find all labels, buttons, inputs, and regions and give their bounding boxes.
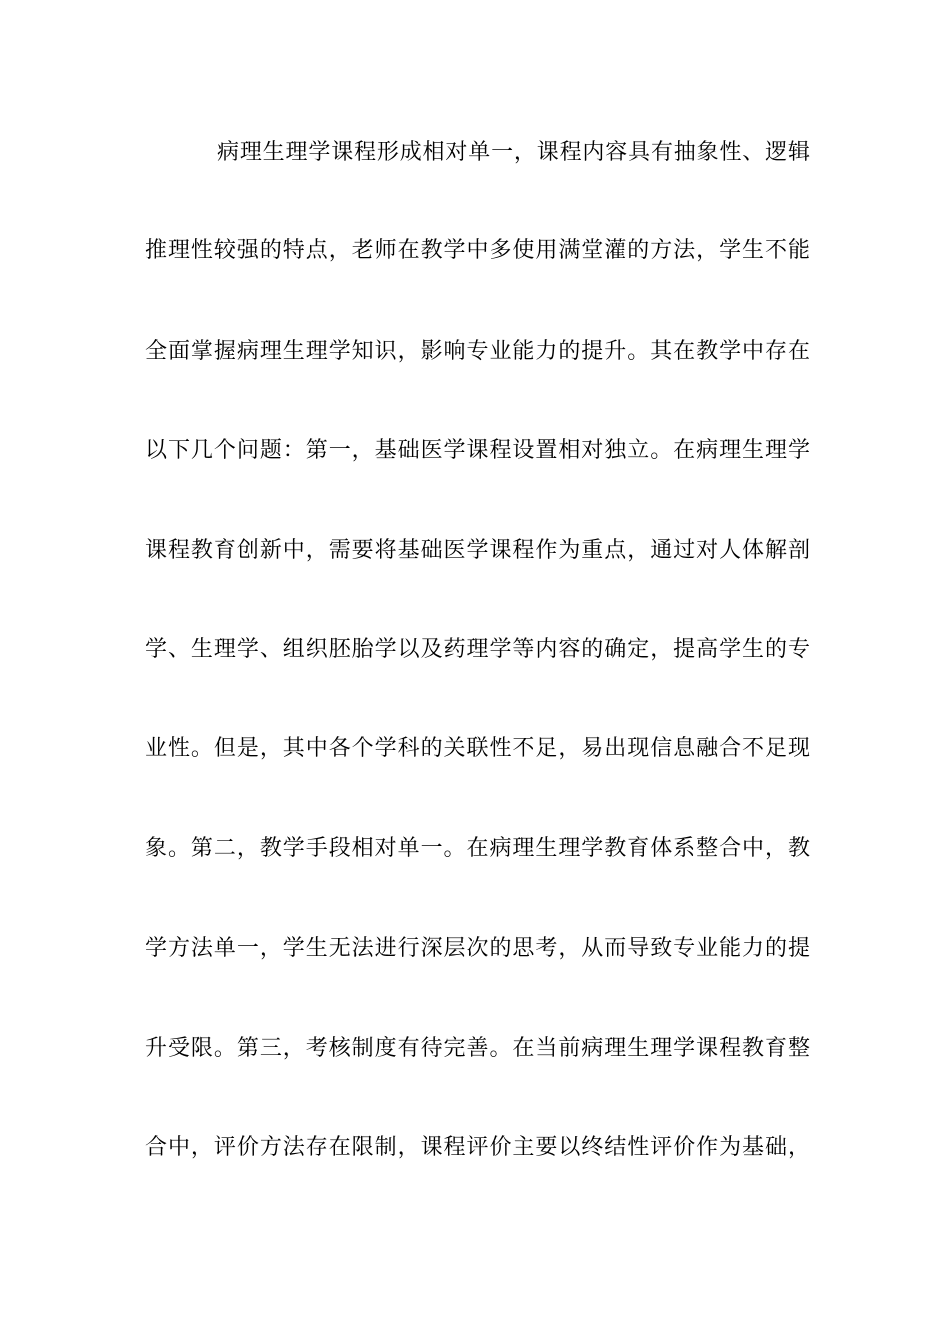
paragraph-line-8: 象。第二，教学手段相对单一。在病理生理学教育体系整合中，教 — [145, 836, 810, 861]
paragraph-line-7: 业性。但是，其中各个学科的关联性不足，易出现信息融合不足现 — [145, 736, 810, 761]
paragraph-line-11: 合中，评价方法存在限制，课程评价主要以终结性评价作为基础， — [145, 1135, 810, 1160]
paragraph-line-1: 病理生理学课程形成相对单一，课程内容具有抽象性、逻辑 — [217, 140, 810, 165]
paragraph-line-4: 以下几个问题：第一，基础医学课程设置相对独立。在病理生理学 — [145, 438, 810, 463]
paragraph-line-10: 升受限。第三，考核制度有待完善。在当前病理生理学课程教育整 — [145, 1036, 810, 1061]
paragraph-line-5: 课程教育创新中，需要将基础医学课程作为重点，通过对人体解剖 — [145, 538, 810, 563]
paragraph-line-6: 学、生理学、组织胚胎学以及药理学等内容的确定，提高学生的专 — [145, 637, 810, 662]
paragraph-line-3: 全面掌握病理生理学知识，影响专业能力的提升。其在教学中存在 — [145, 339, 810, 364]
paragraph-line-9: 学方法单一，学生无法进行深层次的思考，从而导致专业能力的提 — [145, 936, 810, 961]
paragraph-line-2: 推理性较强的特点，老师在教学中多使用满堂灌的方法，学生不能 — [145, 238, 810, 263]
